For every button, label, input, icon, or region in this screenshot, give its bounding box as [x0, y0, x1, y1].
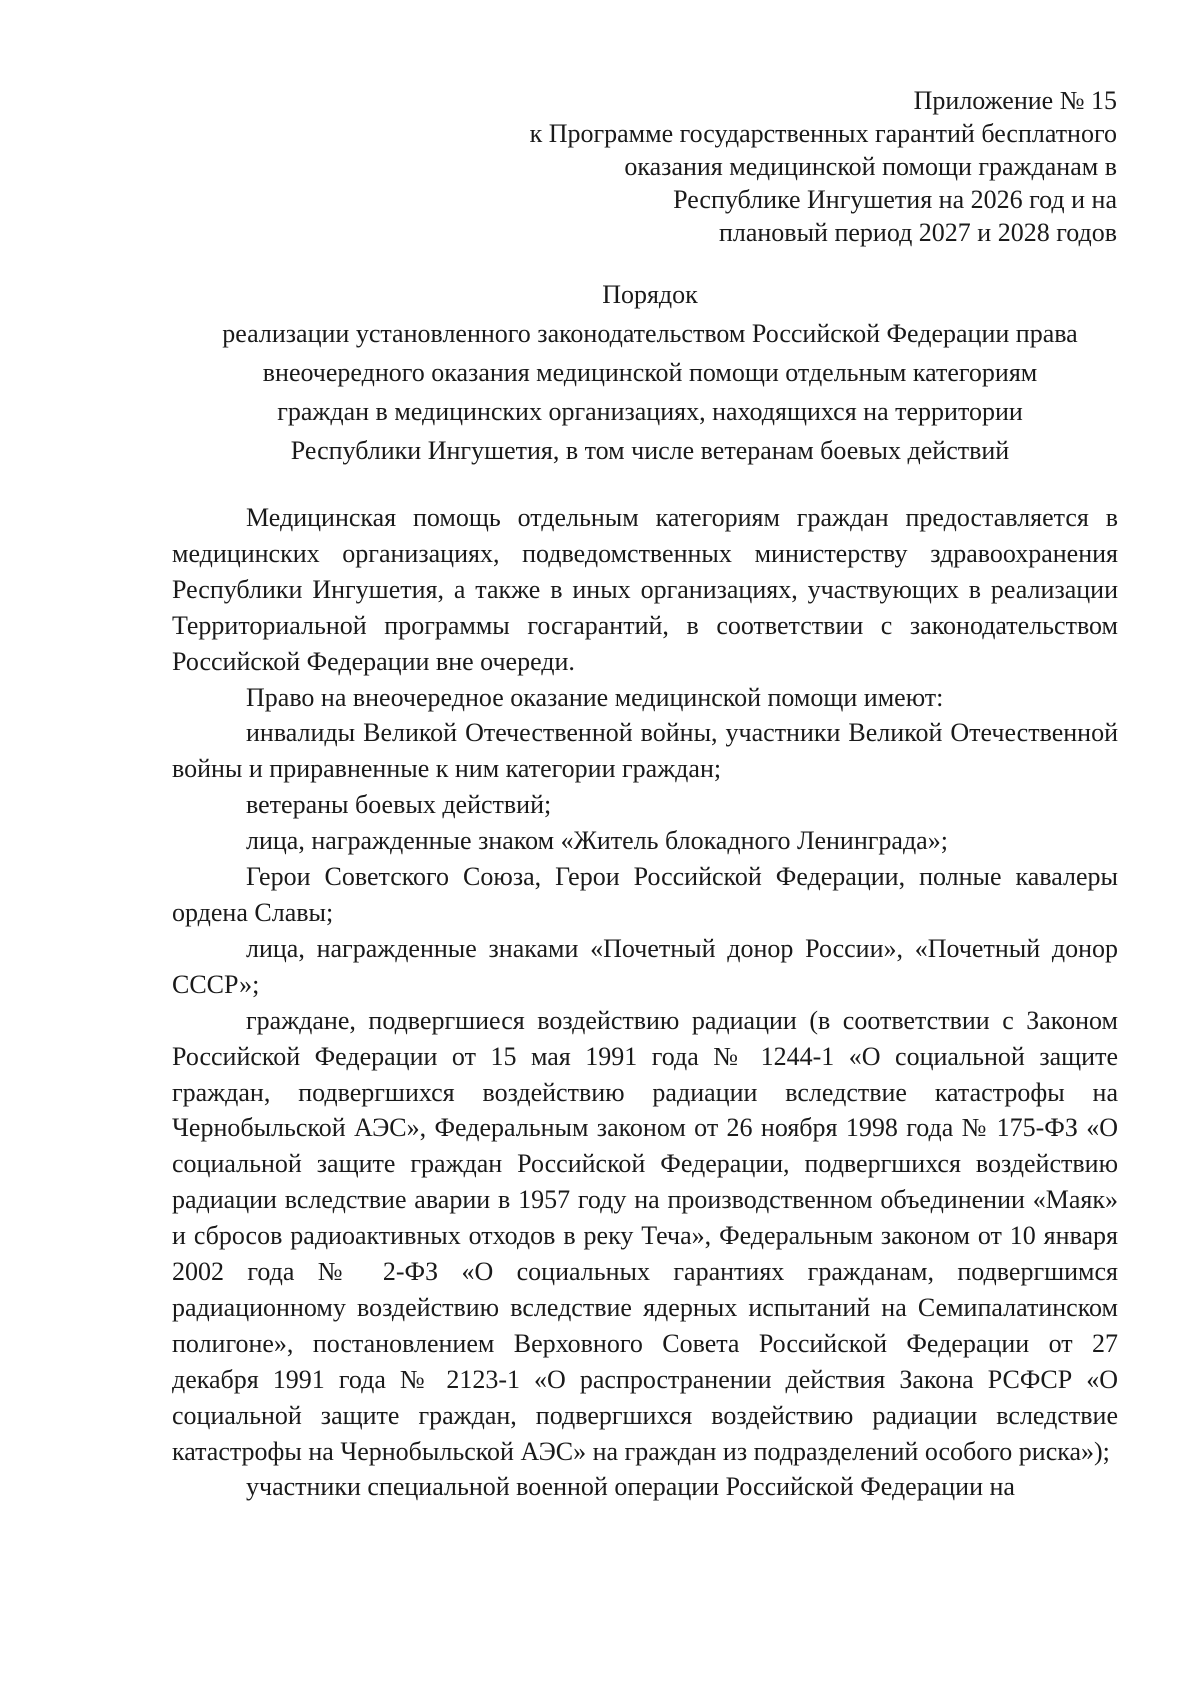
appendix-reference-line: плановый период 2027 и 2028 годов: [718, 218, 1117, 247]
appendix-header: [397, 84, 1117, 249]
title-line: Республики Ингушетия, в том числе ветеранам боевых действий: [290, 436, 1010, 465]
body-paragraph: Медицинская помощь отдельным категориям граждан предоставляется в медицинских организациях, подведомственных министерству здравоохранения Республики Ингушетия, а также в иных организациях, участвующих в реализации Территориальной программы госгарантий, в соответствии с законодательством Российской Федерации вне очереди.: [172, 503, 1118, 676]
body-paragraph: Герои Советского Союза, Герои Российской Федерации, полные кавалеры ордена Славы;: [172, 862, 1118, 927]
title-line: граждан в медицинских организациях, находящихся на территории: [277, 397, 1023, 426]
body-paragraph: Право на внеочередное оказание медицинской помощи имеют:: [246, 682, 944, 712]
appendix-reference-line: Республике Ингушетия на 2026 год и на: [673, 185, 1117, 214]
document-title: [120, 275, 1180, 470]
body-paragraph: инвалиды Великой Отечественной войны, участники Великой Отечественной войны и приравненные к ним категории граждан;: [172, 718, 1118, 784]
appendix-reference-line: к Программе государственных гарантий бесплатного: [529, 119, 1117, 148]
body-paragraph: ветераны боевых действий;: [246, 790, 552, 820]
body-paragraph: лица, награжденные знаком «Житель блокадного Ленинграда»;: [246, 826, 948, 856]
title-line: внеочередного оказания медицинской помощи отдельным категориям: [262, 358, 1038, 387]
title-line: реализации установленного законодательством Российской Федерации права: [222, 319, 1078, 348]
body-paragraph: лица, награжденные знаками «Почетный донор России», «Почетный донор СССР»;: [172, 933, 1118, 999]
body-paragraph: граждане, подвергшиеся воздействию радиации (в соответствии с Законом Российской Федерации от 15 мая 1991 года № 1244-1 «О социальной защите граждан, подвергшихся воздействию радиации вследствие катастрофы на Чернобыльской АЭС», Федеральным законом от 26 ноября 1998 года № 175-ФЗ «О социальной защите граждан Российской Федерации, подвергшихся воздействию радиации вследствие аварии в 1957 году на производственном объединении «Маяк» и сбросов радиоактивных отходов в реку Теча», Федеральным законом от 10 января 2002 года № 2-ФЗ «О социальных гарантиях гражданам, подвергшимся радиационному воздействию вследствие ядерных испытаний на Семипалатинском полигоне», постановлением Верховного Совета Российской Федерации от 27 декабря 1991 года № 2123-1 «О распространении действия Закона РСФСР «О социальной защите граждан, подвергшихся воздействию радиации вследствие катастрофы на Чернобыльской АЭС» на граждан из подразделений особого риска»);: [172, 1005, 1118, 1466]
body-paragraph: участники специальной военной операции Российской Федерации на: [246, 1472, 1015, 1502]
document-body: [172, 500, 1118, 1505]
appendix-reference-line: оказания медицинской помощи гражданам в: [624, 152, 1117, 181]
title-heading: Порядок: [602, 280, 698, 309]
appendix-number: Приложение № 15: [913, 86, 1117, 115]
